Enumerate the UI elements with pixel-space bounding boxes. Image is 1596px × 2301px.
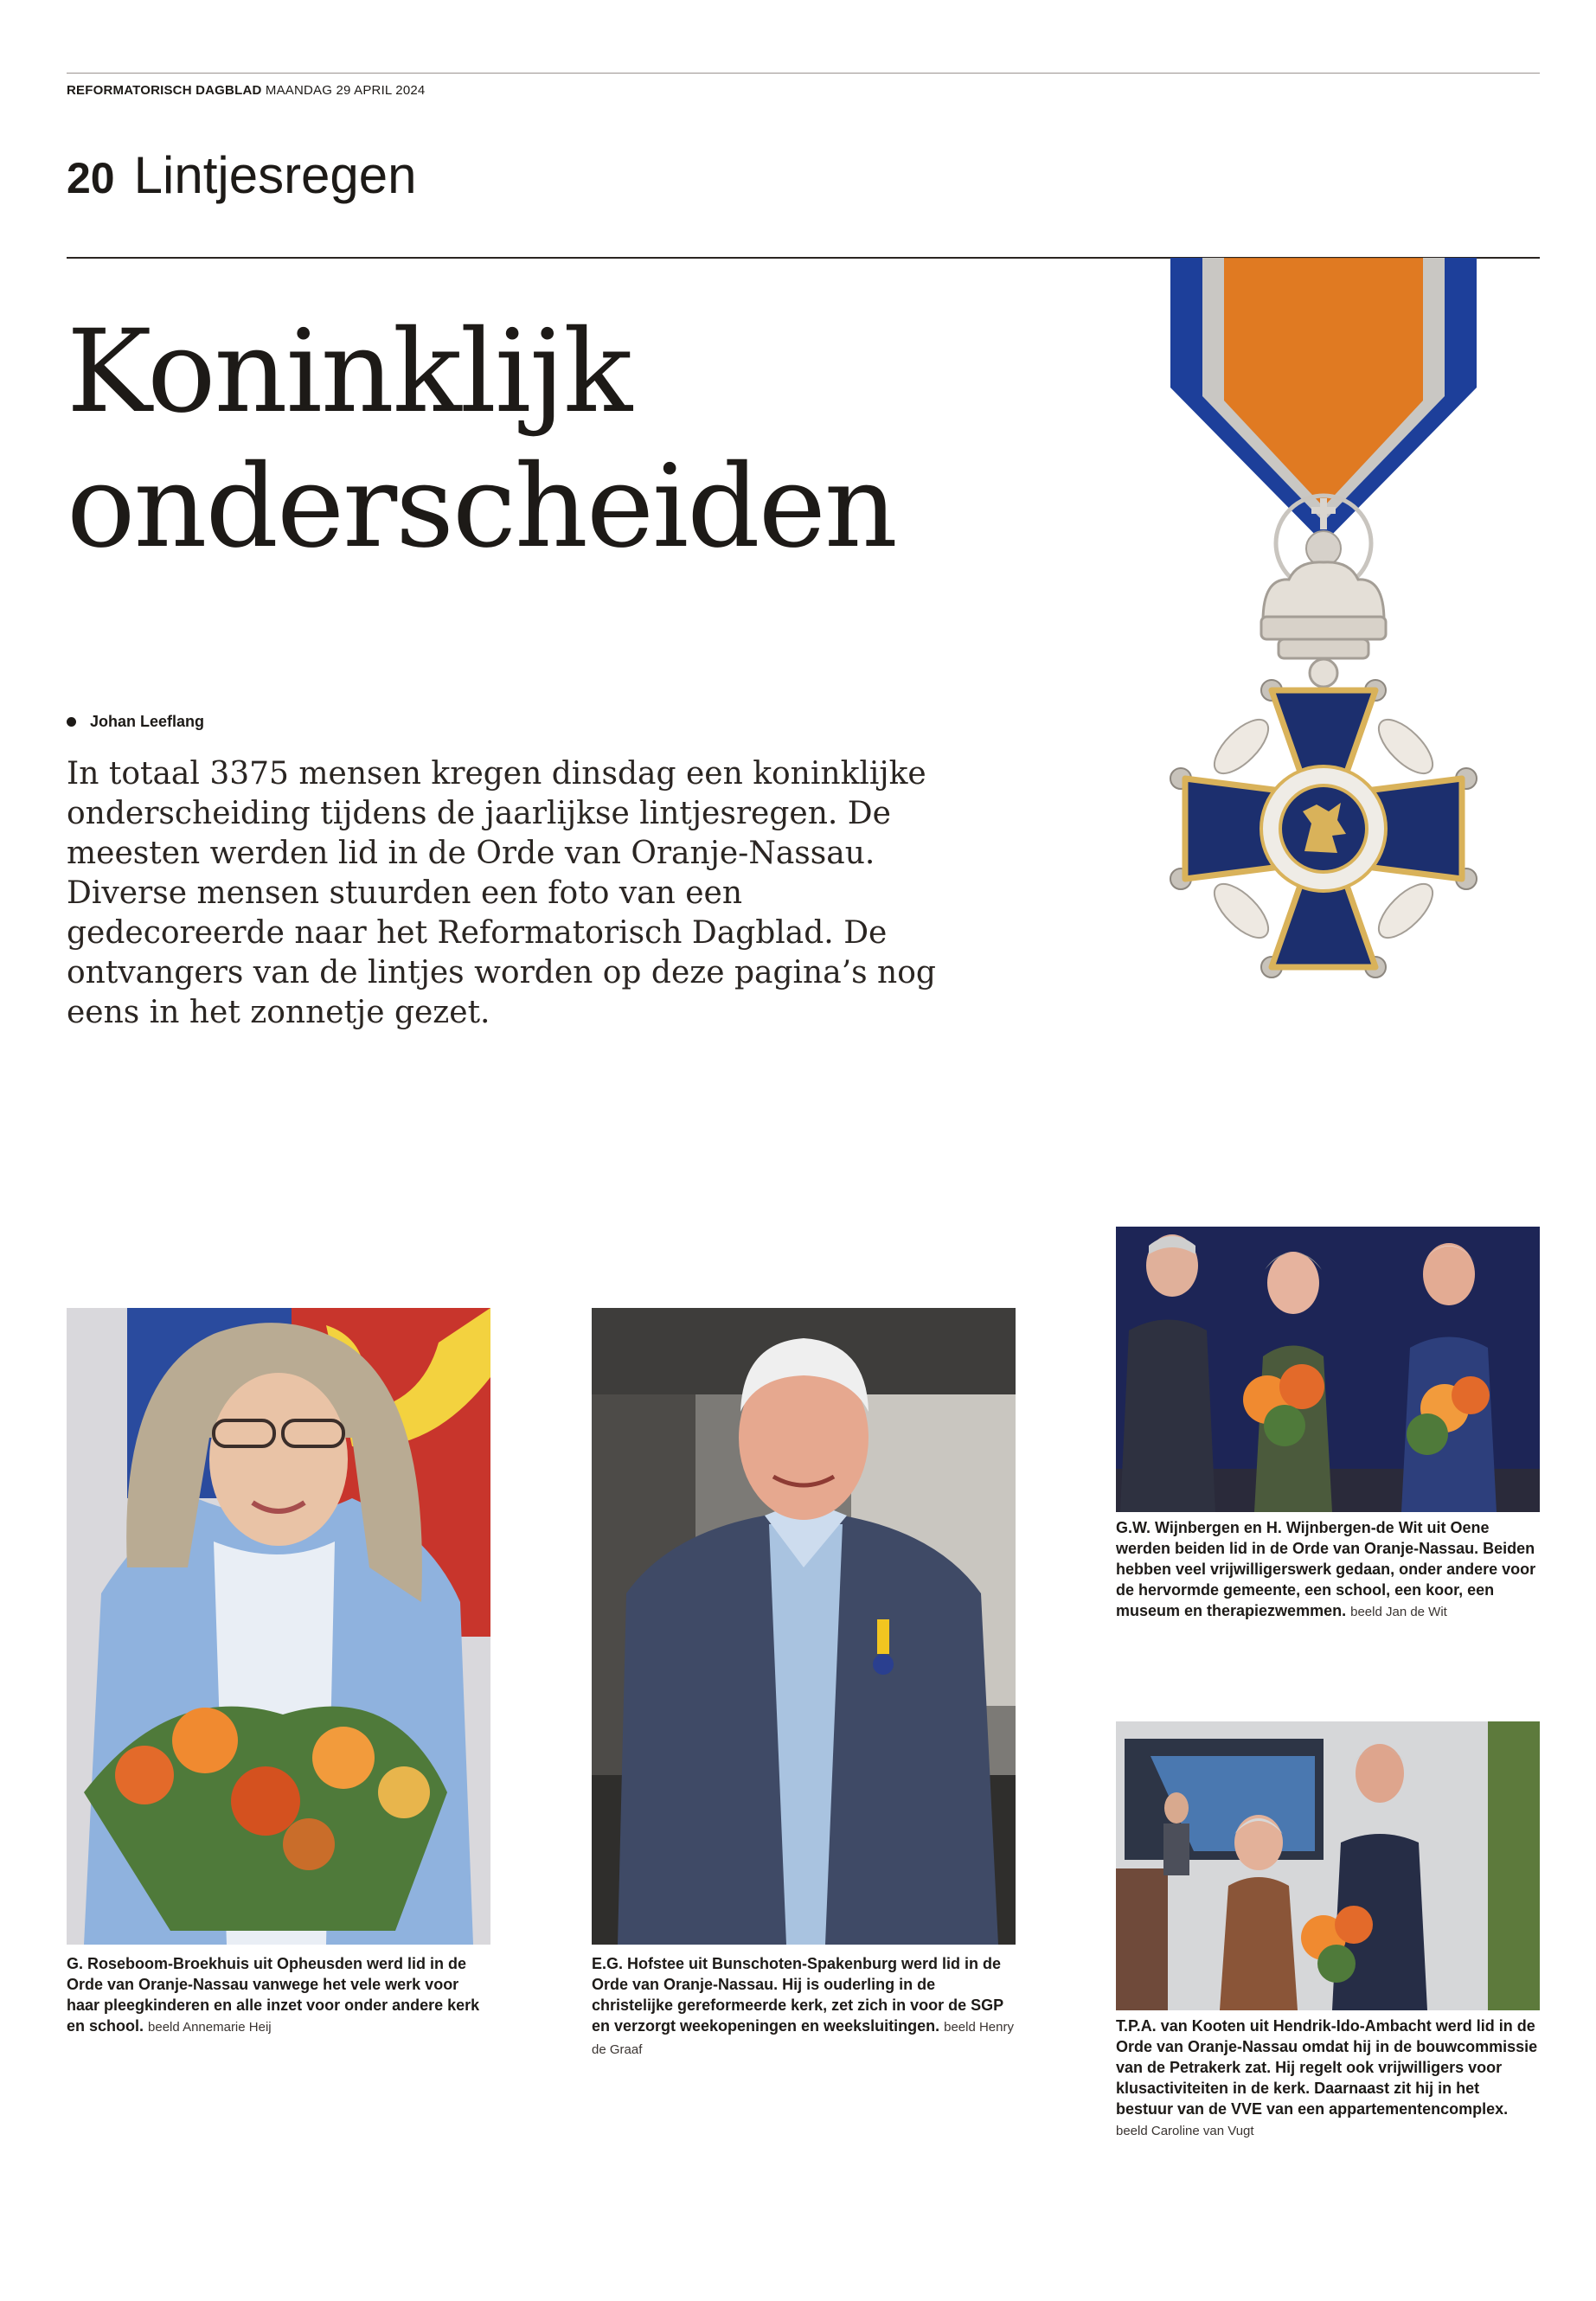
byline xyxy=(67,713,204,731)
caption-text: G. Roseboom-Broekhuis uit Opheusden werd lid in de Orde van Oranje-Nassau vanwege het vele werk voor haar pleegkinderen en alle inzet voor onder andere kerk en school. xyxy=(67,1955,480,2035)
headline-line-1: Koninklijk xyxy=(67,305,631,439)
caption-van-kooten xyxy=(1116,2016,1540,2142)
photo-credit: beeld Caroline van Vugt xyxy=(1116,2124,1254,2138)
headline xyxy=(67,304,1061,574)
caption-text: E.G. Hofstee uit Bunschoten-Spakenburg werd lid in de Orde van Oranje-Nassau. Hij is ouderling in de christelijke gereformeerde kerk, zet zich in voor de SGP en verzorgt weekopeningen en weeksluitingen. xyxy=(592,1955,1003,2035)
crown-ornament xyxy=(1261,496,1386,687)
medal-illustration xyxy=(1159,258,1488,1002)
photo-wijnbergen xyxy=(1116,1227,1540,1512)
page-number: 20 xyxy=(67,154,115,202)
top-rule xyxy=(67,73,1540,74)
author-name: Johan Leeflang xyxy=(90,713,205,730)
order-cross xyxy=(1170,680,1477,977)
caption-text: T.P.A. van Kooten uit Hendrik-Ido-Ambacht werd lid in de Orde van Oranje-Nassau omdat hij in de bouwcommissie van de Petrakerk zat. Hij regelt ook vrijwilligers voor klusactiviteiten in de kerk. Daarnaast zit hij in het bestuur van de VVE van een appartementencomplex. xyxy=(1116,2017,1538,2118)
bullet-icon xyxy=(67,717,76,727)
photo-van-kooten xyxy=(1116,1721,1540,2010)
photo-roseboom-broekhuis xyxy=(67,1308,490,1945)
issue-date: MAANDAG 29 APRIL 2024 xyxy=(265,83,426,98)
photo-hofstee xyxy=(592,1308,1016,1945)
paper-name: REFORMATORISCH DAGBLAD xyxy=(67,83,262,98)
photo-credit: beeld Jan de Wit xyxy=(1350,1605,1447,1619)
intro-paragraph: In totaal 3375 mensen kregen dinsdag een koninklijke onderscheiding tijdens de jaarlijkse lintjesregen. De meesten werden lid in de Orde van Oranje-Nassau. Diverse mensen stuurden een foto van een gedecoreerde naar het Reformatorisch Dagblad. De ontvangers van de lintjes worden op deze pagina’s nog eens in het zonnetje gezet. xyxy=(67,756,936,1030)
photo-credit: beeld Annemarie Heij xyxy=(148,2020,272,2035)
photo-credit: beeld Henry de Graaf xyxy=(592,2020,1014,2057)
caption-wijnbergen xyxy=(1116,1517,1540,1623)
headline-line-2: onderscheiden xyxy=(67,440,896,574)
caption-text: G.W. Wijnbergen en H. Wijnbergen-de Wit uit Oene werden beiden lid in de Orde van Oranje-Nassau. Beiden hebben veel vrijwilligerswerk gedaan, onder andere voor de hervormde gemeente, een school, een koor, een museum en therapiezwemmen. xyxy=(1116,1519,1536,1619)
section-heading xyxy=(67,145,417,205)
caption-roseboom-broekhuis xyxy=(67,1953,490,2038)
caption-hofstee xyxy=(592,1953,1016,2061)
section-name: Lintjesregen xyxy=(133,146,417,204)
masthead xyxy=(67,83,425,98)
